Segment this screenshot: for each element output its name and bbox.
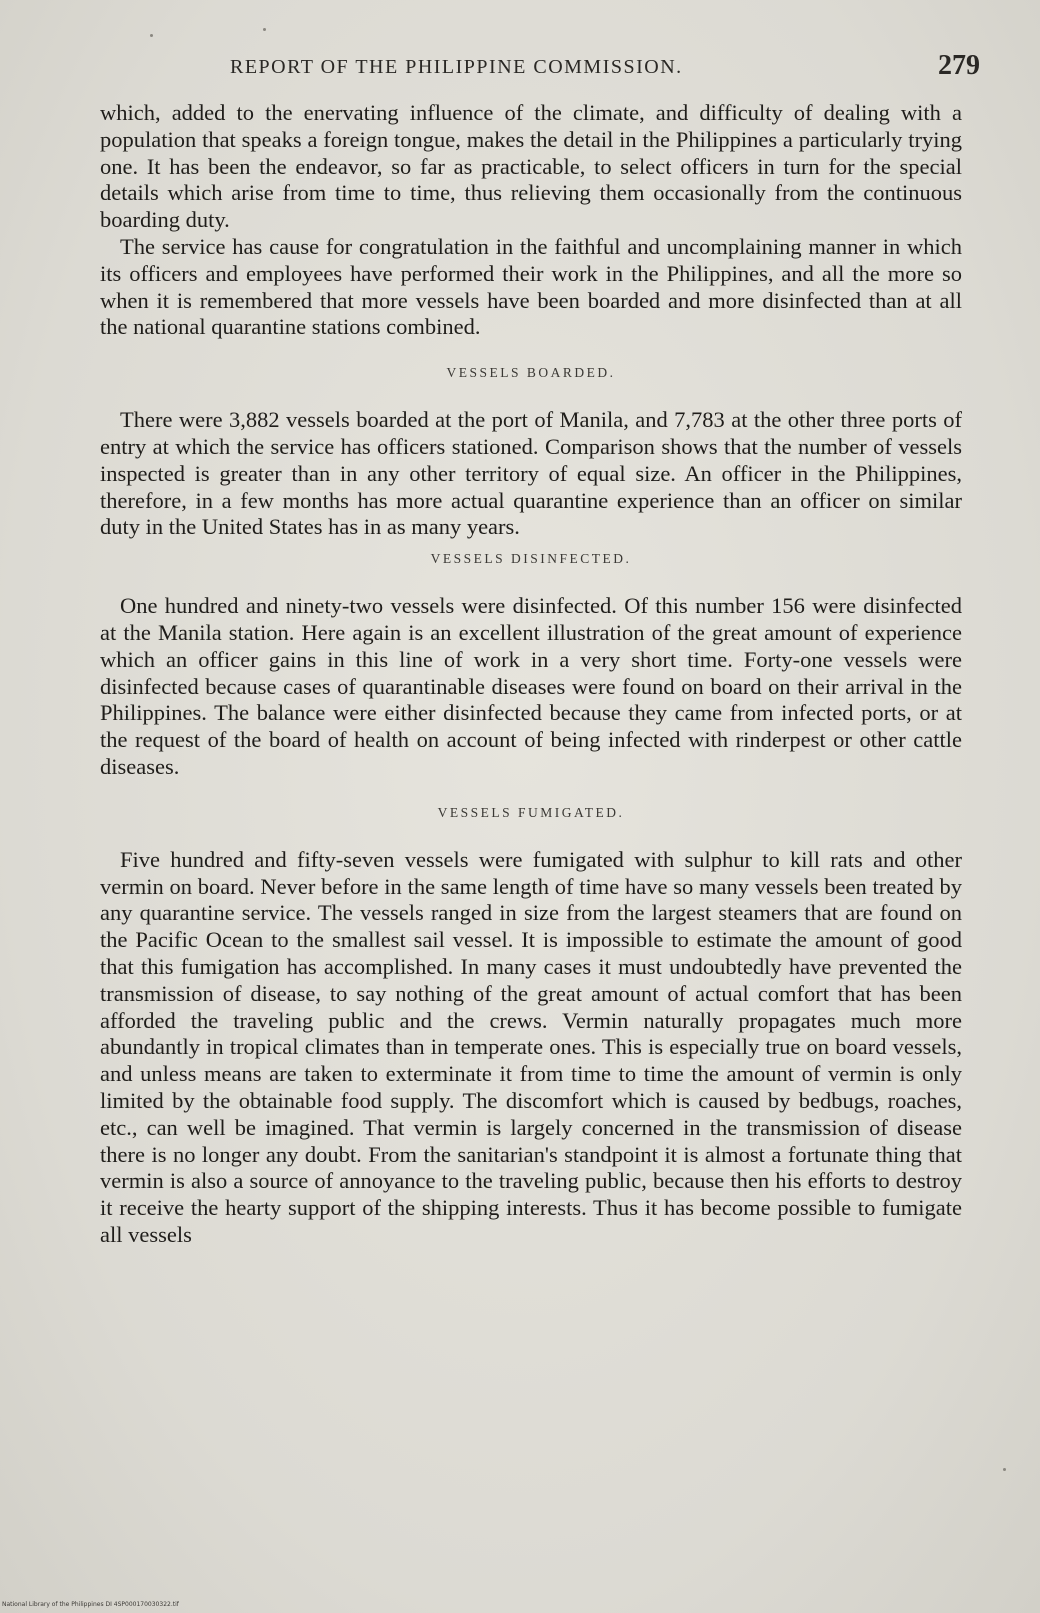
page-body bbox=[100, 100, 962, 1249]
paragraph-continued: which, added to the enervating influence of the climate, and difficulty of dealing with a population that speaks a foreign tongue, makes the detail in the Philippines a particularly trying one. It has been the endeavor, so far as practicable, to select officers in turn for the special details which arise from time to time, thus relieving them occasionally from the continuous boarding duty. bbox=[100, 100, 962, 233]
paragraph-service-congratulation: The service has cause for congratulation in the faithful and uncomplaining manner in which its officers and employees have performed their work in the Philippines, and all the more so when it is remembered that more vessels have been boarded and more disinfected than at all the national quarantine stations combined. bbox=[100, 233, 962, 340]
running-head bbox=[100, 50, 980, 86]
scan-speck bbox=[150, 34, 153, 37]
section-heading-vessels-fumigated: VESSELS FUMIGATED. bbox=[437, 804, 625, 820]
section-heading-vessels-disinfected: VESSELS DISINFECTED. bbox=[430, 551, 632, 567]
section-heading-vessels-boarded: VESSELS BOARDED. bbox=[446, 365, 616, 381]
scan-speck bbox=[263, 28, 266, 31]
scan-speck bbox=[1003, 1468, 1006, 1471]
running-title: REPORT OF THE PHILIPPINE COMMISSION. bbox=[230, 56, 683, 78]
paragraph-vessels-disinfected: One hundred and ninety-two vessels were disinfected. Of this number 156 were disinfected at the Manila station. Here again is an excellent illustration of the great amount of experience which an officer gains in this line of work in a very short time. Forty-one vessels were disinfected because cases of quarantinable diseases were found on board on their arrival in the Philippines. The balance were either disinfected because they came from infected ports, or at the request of the board of health on account of being infected with rinderpest or other cattle diseases. bbox=[100, 593, 962, 779]
paragraph-vessels-fumigated: Five hundred and fifty-seven vessels were fumigated with sulphur to kill rats and other vermin on board. Never before in the same length of time have so many vessels been treated by any quarantine service. The vessels ranged in size from the largest steamers that are found on the Pacific Ocean to the smallest sail vessel. It is impossible to estimate the amount of good that this fumigation has accomplished. In many cases it must undoubtedly have prevented the transmission of disease, to say nothing of the great amount of actual comfort that has been afforded the traveling public and the crews. Vermin naturally propagates much more abundantly in tropical climates than in temperate ones. This is especially true on board vessels, and unless means are taken to exterminate it from time to time the amount of vermin is only limited by the obtainable food supply. The discomfort which is caused by bedbugs, roaches, etc., can well be imagined. That vermin is largely concerned in the transmission of disease there is no longer any doubt. From the sanitarian's standpoint it is almost a fortunate thing that vermin is also a source of annoyance to the traveling public, because then his efforts to destroy it receive the hearty support of the shipping interests. Thus it has become possible to fumigate all vessels bbox=[100, 846, 962, 1247]
paragraph-vessels-boarded: There were 3,882 vessels boarded at the port of Manila, and 7,783 at the other three ports of entry at which the service has officers stationed. Comparison shows that the number of vessels inspected is greater than in any other territory of equal size. An officer in the Philippines, therefore, in a few months has more actual quarantine experience than an officer on similar duty in the United States has in as many years. bbox=[100, 407, 962, 540]
scan-credit-line: National Library of the Philippines DI 4SP000170030322.tif bbox=[2, 1601, 179, 1608]
page-number: 279 bbox=[938, 50, 980, 81]
